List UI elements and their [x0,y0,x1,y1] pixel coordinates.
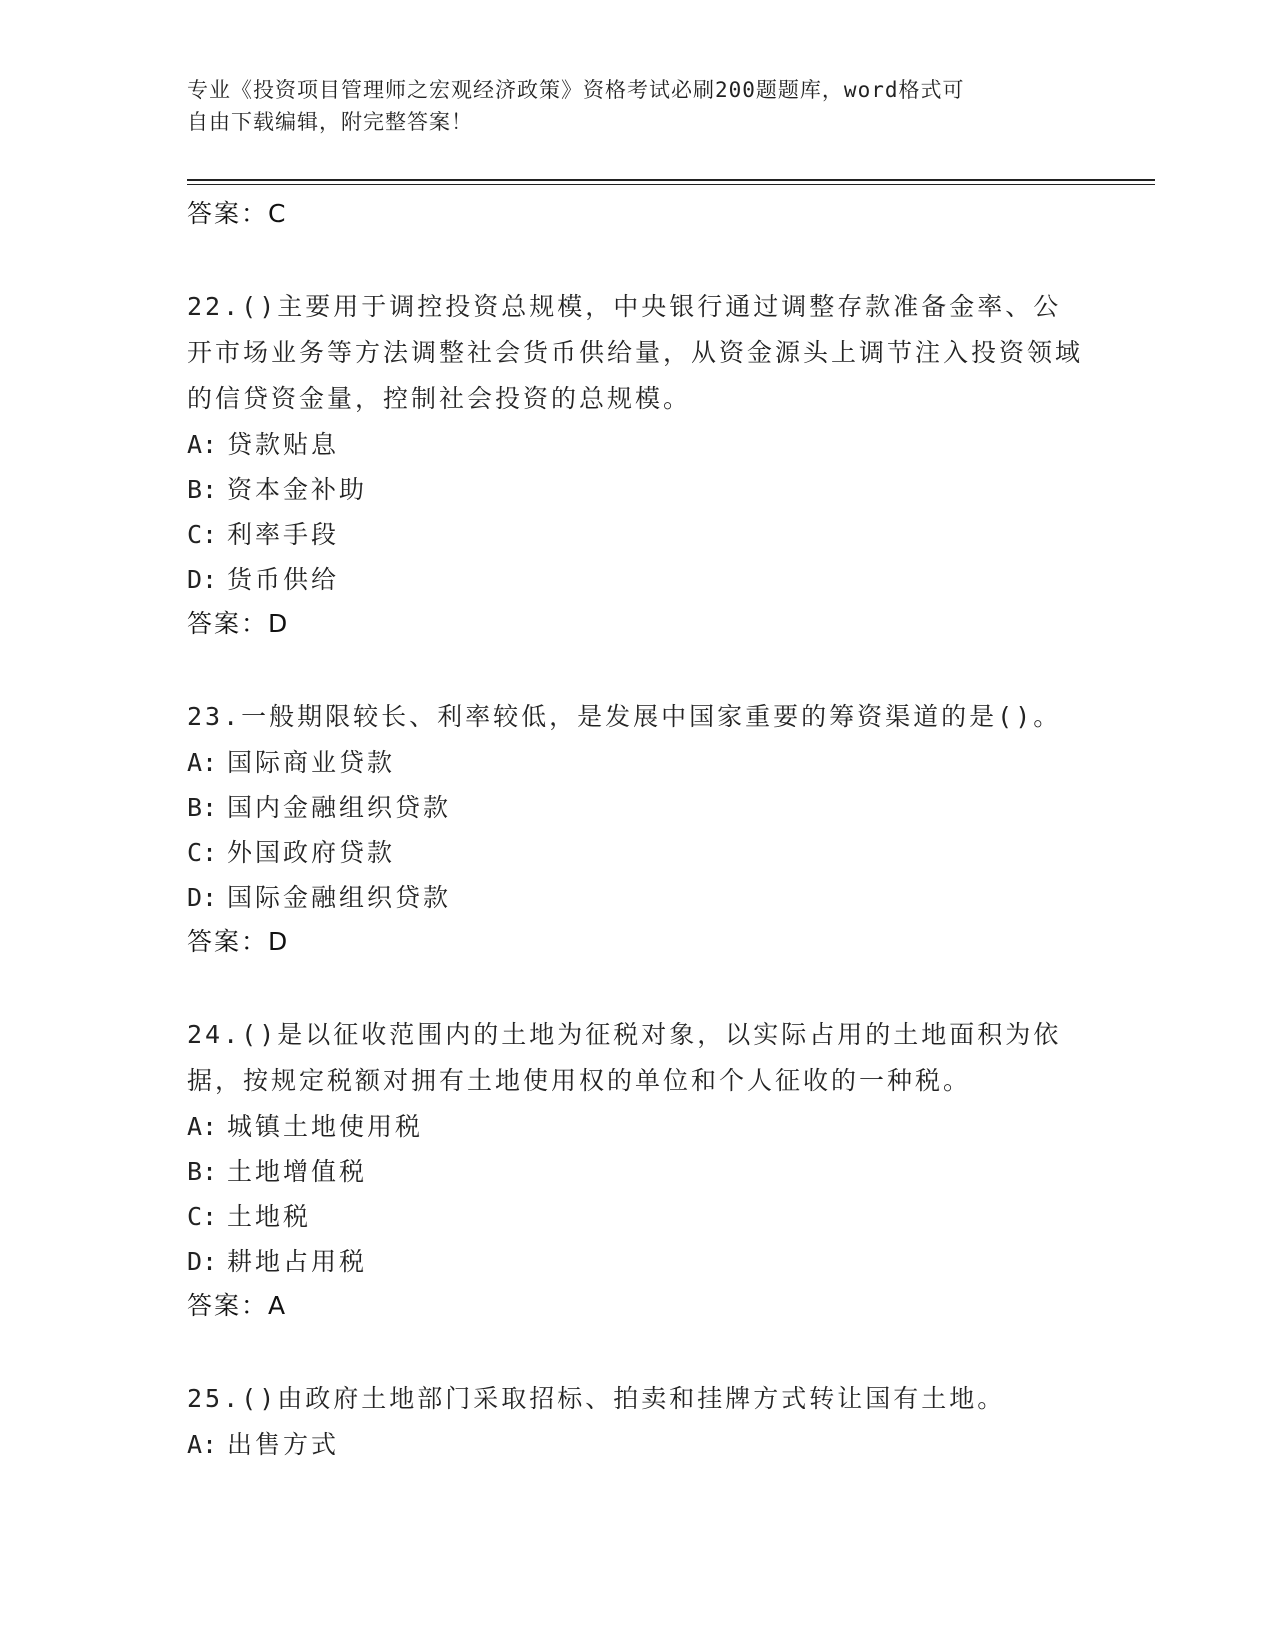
option-letter: B: [187,793,218,822]
option-text: 国内金融组织贷款 [227,793,452,822]
option-d [187,557,1087,602]
question-list [187,192,1087,1467]
option-b [187,1149,1087,1194]
option-text: 利率手段 [227,520,340,549]
header-line-2: 自由下载编辑，附完整答案！ [187,110,473,134]
option-letter: D: [187,883,218,912]
option-text: 土地税 [227,1202,312,1231]
option-d [187,875,1087,920]
option-letter: A: [187,748,218,777]
question-25 [187,1376,1087,1467]
option-a [187,1422,1087,1467]
question-number: 25. [187,1384,242,1413]
question-number: 22. [187,292,242,321]
option-text: 城镇土地使用税 [227,1112,424,1141]
answer-value: D [268,609,288,638]
answer-label: 答案： [187,927,269,956]
answer-value: D [268,927,288,956]
option-d [187,1239,1087,1284]
option-c [187,830,1087,875]
question-text: 一般期限较长、利率较低，是发展中国家重要的筹资渠道的是()。 [241,702,1062,731]
option-letter: A: [187,1430,218,1459]
answer-value: C [268,199,286,228]
option-text: 耕地占用税 [227,1247,368,1276]
answer-label: 答案： [187,609,269,638]
option-letter: C: [187,838,218,867]
answer-line [187,1284,1087,1328]
option-c [187,512,1087,557]
option-letter: C: [187,1202,218,1231]
option-text: 国际商业贷款 [227,748,396,777]
option-text: 资本金补助 [227,475,368,504]
option-letter: A: [187,430,218,459]
option-letter: B: [187,475,218,504]
question-text: ()是以征收范围内的土地为征税对象，以实际占用的土地面积为依据，按规定税额对拥有土地使用权的单位和个人征收的一种税。 [187,1020,1062,1095]
header-divider [187,179,1155,181]
answer-label: 答案： [187,1291,269,1320]
option-a [187,422,1087,467]
document-header [187,74,1067,138]
option-letter: B: [187,1157,218,1186]
option-b [187,785,1087,830]
option-letter: D: [187,565,218,594]
answer-line [187,192,1087,236]
answer-value: A [268,1291,286,1320]
question-text: ()由政府土地部门采取招标、拍卖和挂牌方式转让国有土地。 [241,1384,1006,1413]
option-b [187,467,1087,512]
option-a [187,740,1087,785]
option-text: 出售方式 [227,1430,340,1459]
option-a [187,1104,1087,1149]
question-stem [187,1376,1087,1422]
answer-line [187,602,1087,646]
answer-label: 答案： [187,199,269,228]
option-letter: A: [187,1112,218,1141]
question-number: 23. [187,702,242,731]
option-letter: C: [187,520,218,549]
question-text: ()主要用于调控投资总规模，中央银行通过调整存款准备金率、公开市场业务等方法调整社会货币供给量，从资金源头上调节注入投资领域的信贷资金量，控制社会投资的总规模。 [187,292,1084,413]
question-stem [187,694,1087,740]
header-line-1: 专业《投资项目管理师之宏观经济政策》资格考试必刷200题题库，word格式可 [187,78,965,102]
question-stem [187,284,1087,422]
header-divider-thin [187,184,1155,185]
option-c [187,1194,1087,1239]
answer-line [187,920,1087,964]
question-24 [187,1012,1087,1328]
question-23 [187,694,1087,964]
question-22 [187,284,1087,646]
question-stem [187,1012,1087,1104]
option-text: 贷款贴息 [227,430,340,459]
option-text: 货币供给 [227,565,340,594]
option-letter: D: [187,1247,218,1276]
option-text: 国际金融组织贷款 [227,883,452,912]
option-text: 土地增值税 [227,1157,368,1186]
option-text: 外国政府贷款 [227,838,396,867]
question-number: 24. [187,1020,242,1049]
